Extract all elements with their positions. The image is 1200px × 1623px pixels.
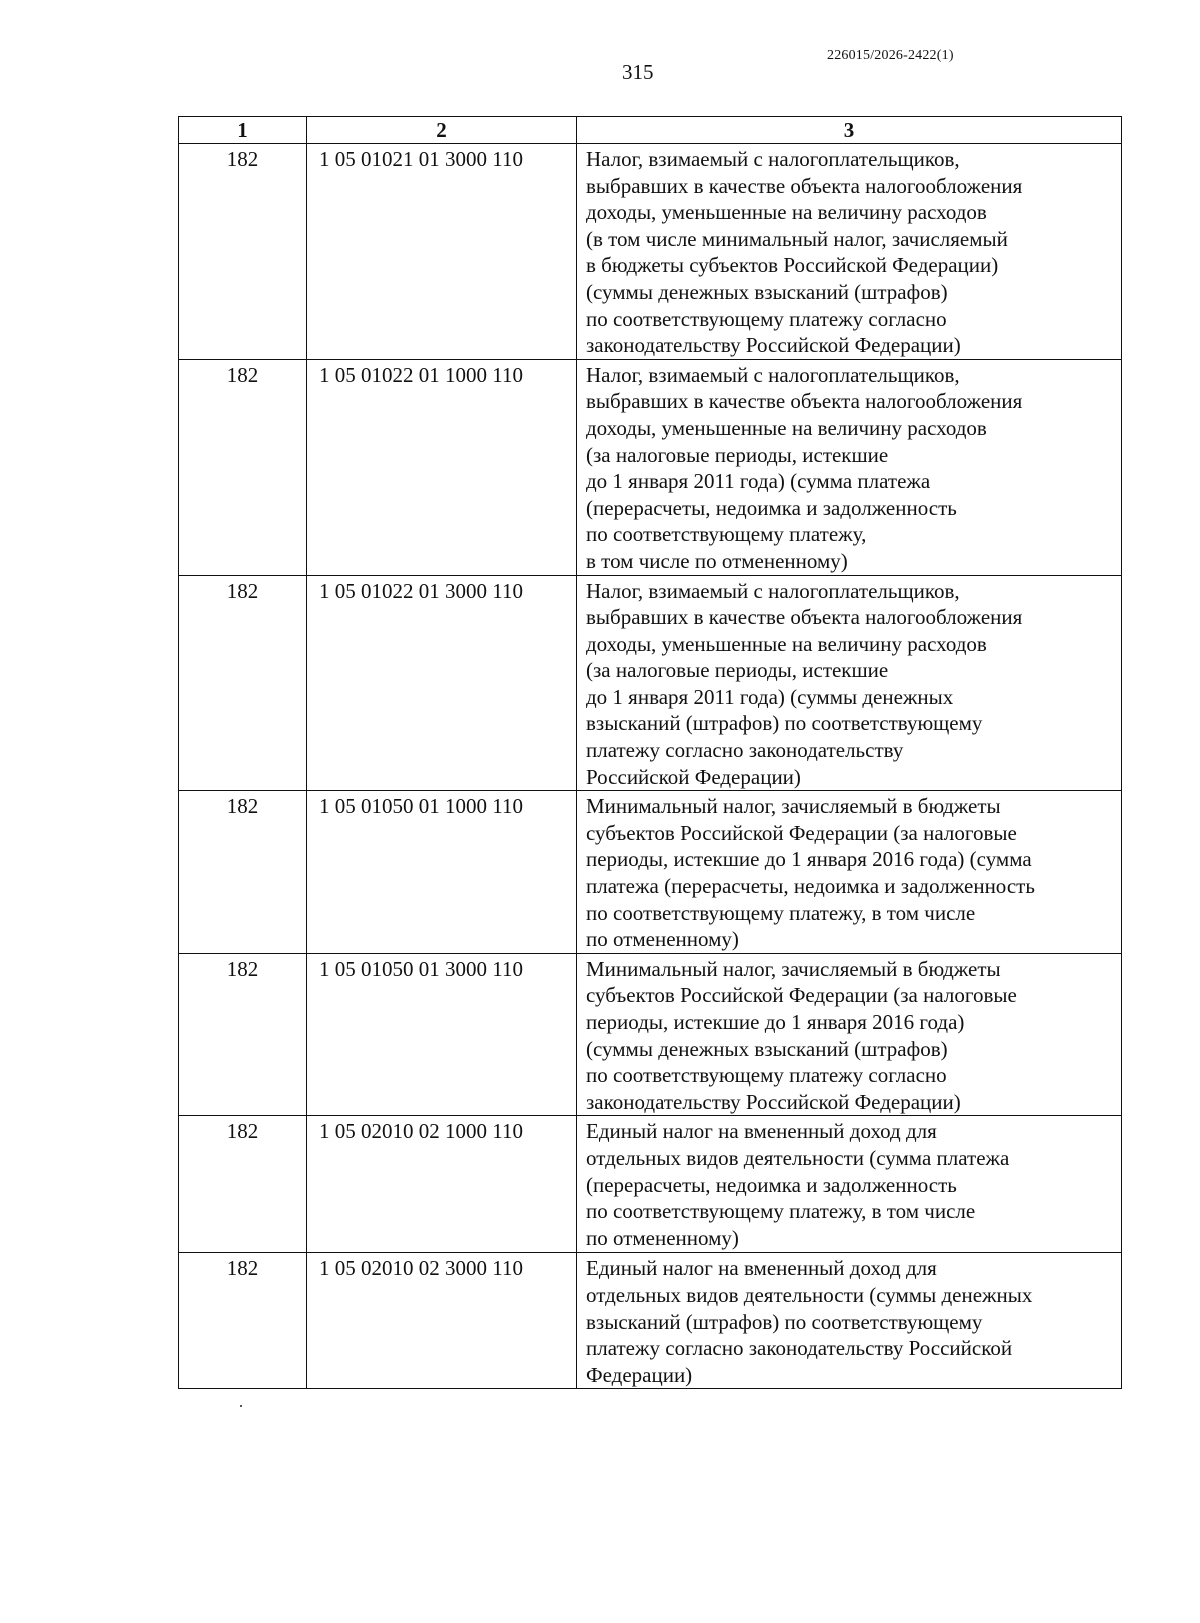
admin-code-cell: 182: [179, 575, 307, 791]
budget-code-cell: 1 05 01050 01 1000 110: [307, 791, 577, 954]
description-cell: Налог, взимаемый с налогоплательщиков, выбравших в качестве объекта налогообложения доходы, уменьшенные на величину расходов (за налоговые периоды, истекшие до 1 января 2011 года) (суммы денежных взысканий (штрафов) по соответствующему платежу согласно законодательству Российской Федерации): [577, 575, 1122, 791]
budget-code-cell: 1 05 02010 02 1000 110: [307, 1116, 577, 1253]
table-row: [179, 575, 1122, 791]
column-header-1: 1: [179, 117, 307, 144]
table-header-row: [179, 117, 1122, 144]
budget-code-cell: 1 05 01050 01 3000 110: [307, 953, 577, 1116]
description-cell: Минимальный налог, зачисляемый в бюджеты субъектов Российской Федерации (за налоговые периоды, истекшие до 1 января 2016 года) (суммы денежных взысканий (штрафов) по соответствующему платежу согласно законодательству Российской Федерации): [577, 953, 1122, 1116]
table-row: [179, 144, 1122, 360]
description-cell: Единый налог на вмененный доход для отдельных видов деятельности (сумма платежа (перерасчеты, недоимка и задолженность по соответствующему платежу, в том числе по отмененному): [577, 1116, 1122, 1253]
budget-code-cell: 1 05 01021 01 3000 110: [307, 144, 577, 360]
column-header-3: 3: [577, 117, 1122, 144]
table-row: [179, 1253, 1122, 1389]
admin-code-cell: 182: [179, 359, 307, 575]
budget-code-cell: 1 05 01022 01 3000 110: [307, 575, 577, 791]
admin-code-cell: 182: [179, 1253, 307, 1389]
description-cell: Минимальный налог, зачисляемый в бюджеты субъектов Российской Федерации (за налоговые периоды, истекшие до 1 января 2016 года) (сумма платежа (перерасчеты, недоимка и задолженность по соответствующему платежу, в том числе по отмененному): [577, 791, 1122, 954]
table-row: [179, 1116, 1122, 1253]
budget-code-cell: 1 05 02010 02 3000 110: [307, 1253, 577, 1389]
table-row: [179, 953, 1122, 1116]
page-number: 315: [622, 60, 654, 84]
description-cell: Налог, взимаемый с налогоплательщиков, выбравших в качестве объекта налогообложения доходы, уменьшенные на величину расходов (за налоговые периоды, истекшие до 1 января 2011 года) (сумма платежа (перерасчеты, недоимка и задолженность по соответствующему платежу, в том числе по отмененному): [577, 359, 1122, 575]
description-cell: Единый налог на вмененный доход для отдельных видов деятельности (суммы денежных взысканий (штрафов) по соответствующему платежу согласно законодательству Российской Федерации): [577, 1253, 1122, 1389]
document-id: 226015/2026-2422(1): [827, 48, 954, 63]
budget-codes-table: [178, 116, 1122, 1389]
table-row: [179, 359, 1122, 575]
admin-code-cell: 182: [179, 1116, 307, 1253]
budget-code-cell: 1 05 01022 01 1000 110: [307, 359, 577, 575]
admin-code-cell: 182: [179, 144, 307, 360]
scan-speck: [240, 1405, 242, 1407]
table-row: [179, 791, 1122, 954]
admin-code-cell: 182: [179, 953, 307, 1116]
admin-code-cell: 182: [179, 791, 307, 954]
column-header-2: 2: [307, 117, 577, 144]
description-cell: Налог, взимаемый с налогоплательщиков, выбравших в качестве объекта налогообложения доходы, уменьшенные на величину расходов (в том числе минимальный налог, зачисляемый в бюджеты субъектов Российской Федерации) (суммы денежных взысканий (штрафов) по соответствующему платежу согласно законодательству Российской Федерации): [577, 144, 1122, 360]
